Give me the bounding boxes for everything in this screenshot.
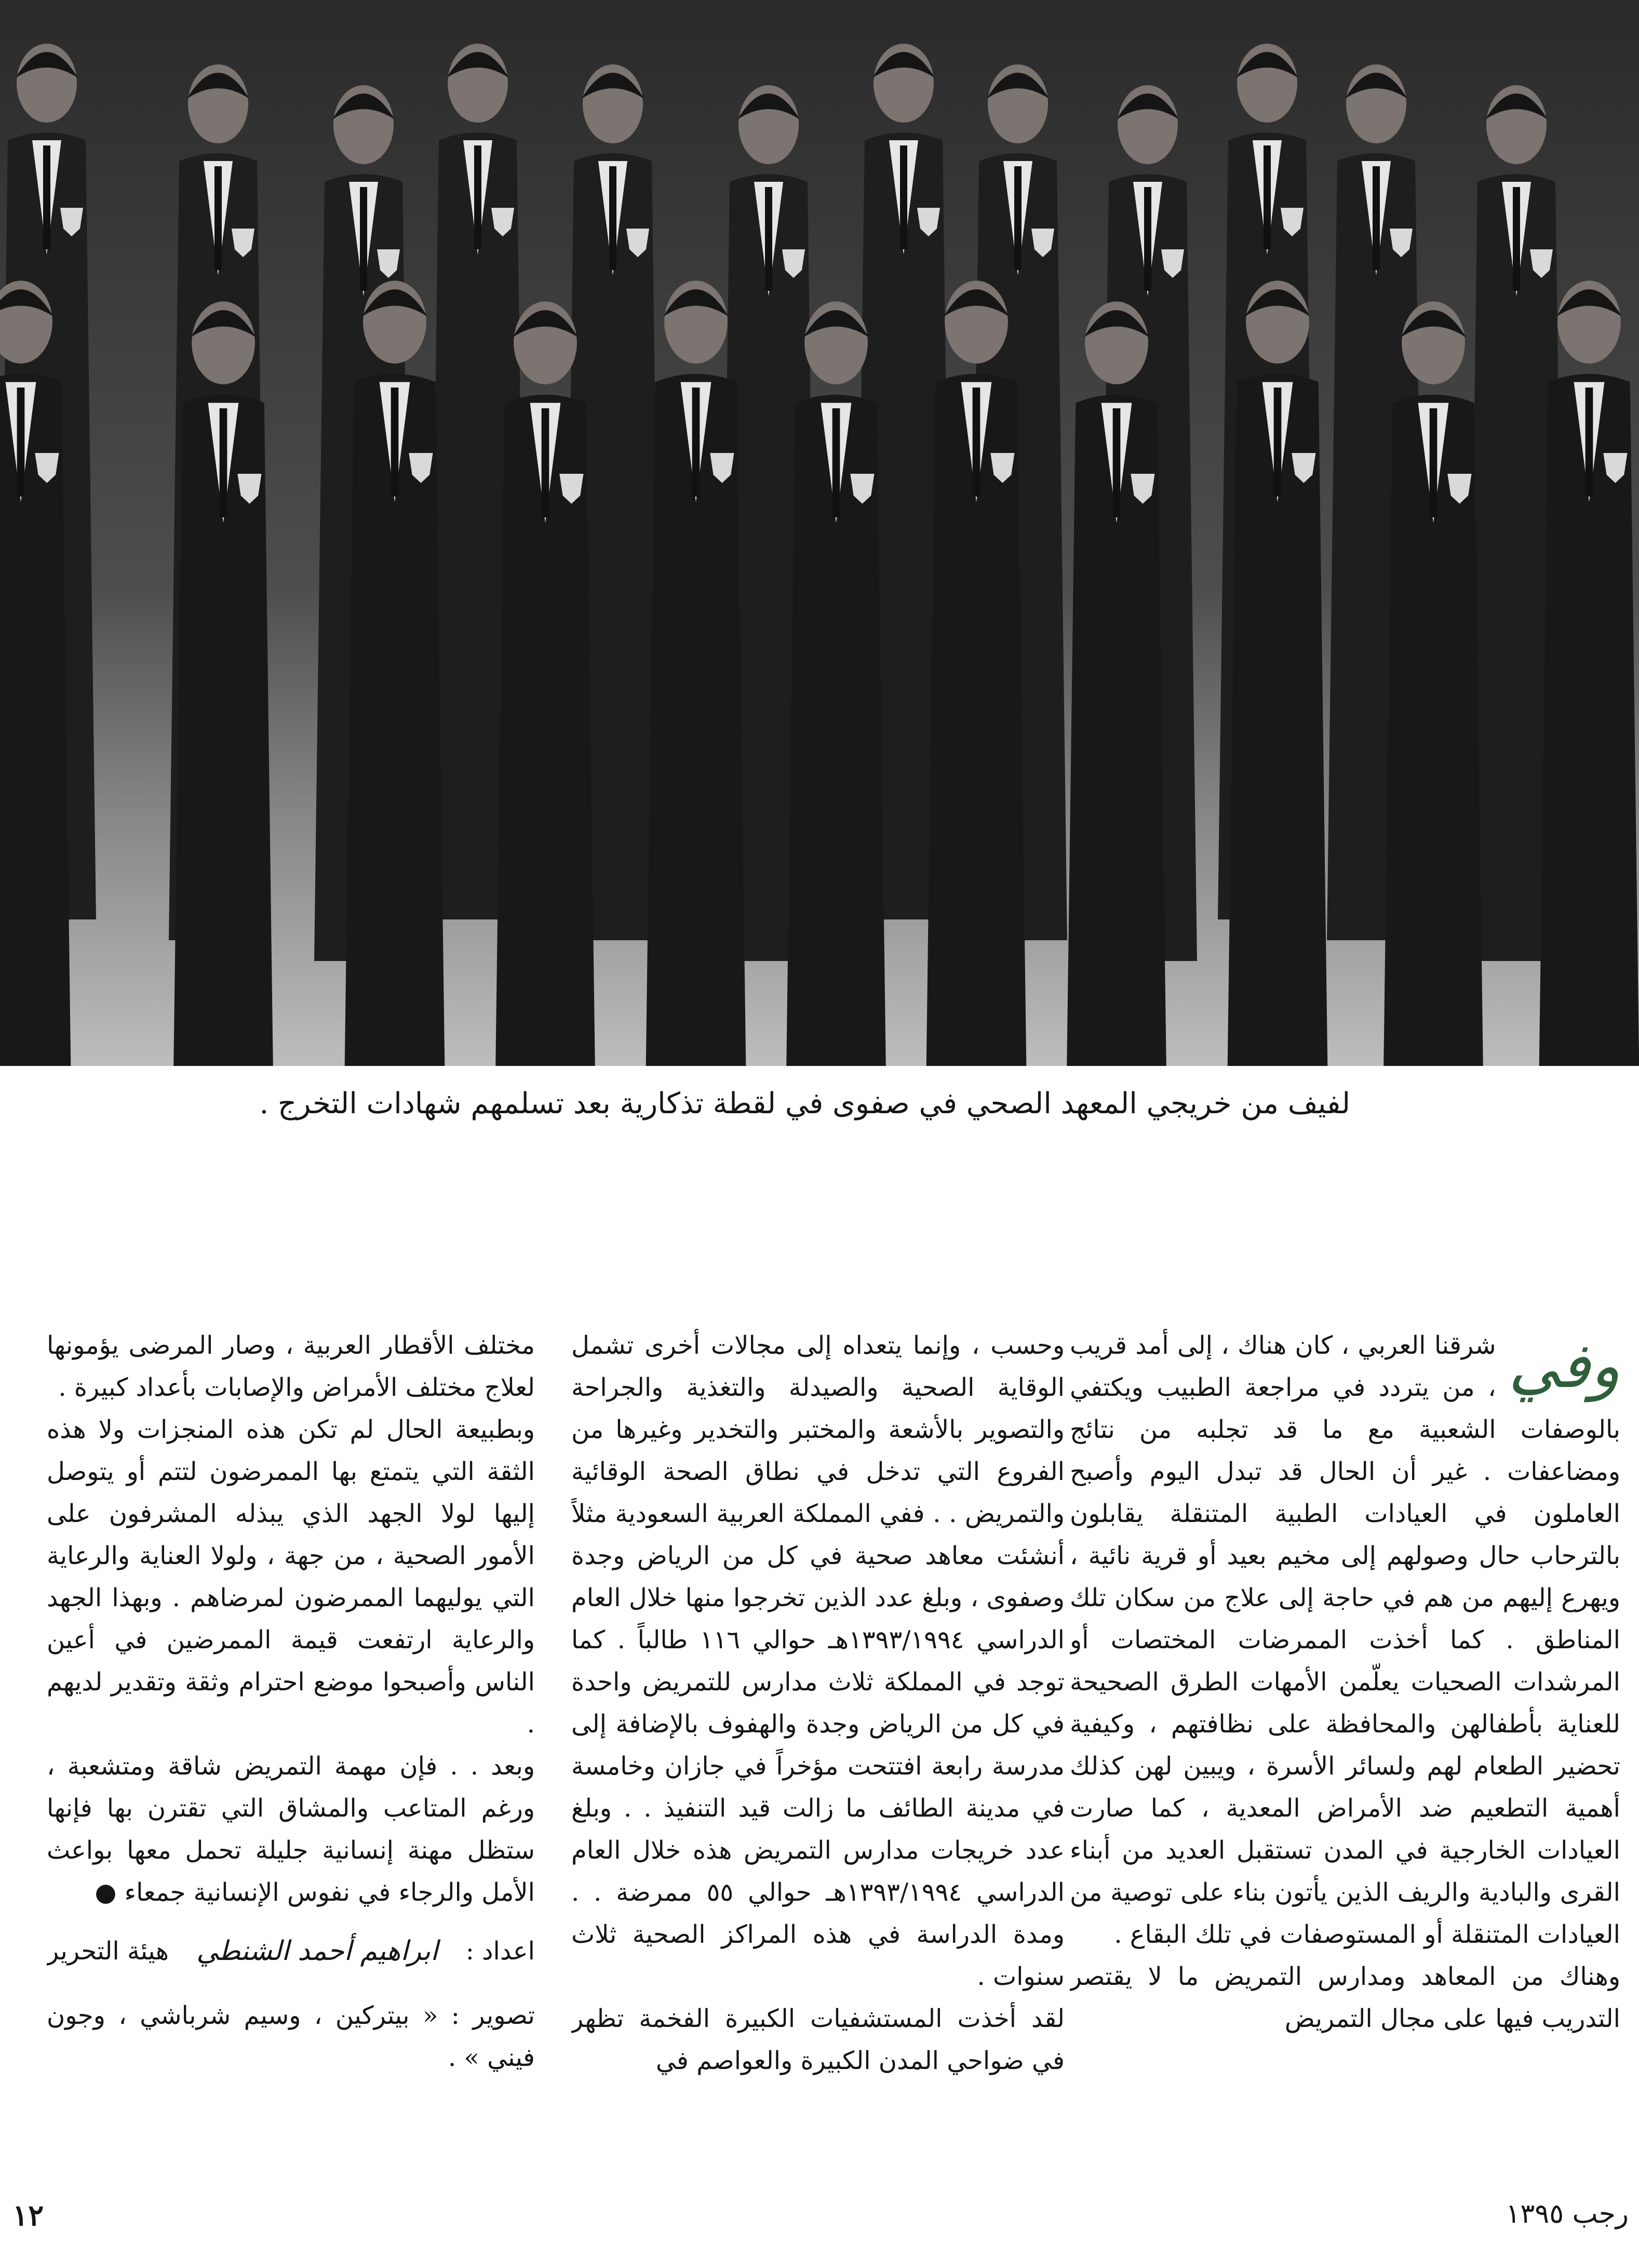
paragraph: شرقنا العربي ، كان هناك ، إلى أمد قريب ، من يتردد في مراجعة الطبيب ويكتفي بالوصفات الشعبية مع ما قد تجلبه من نتائج ومضاعفات . غير أن الحال قد تبدل اليوم وأصبح العاملون في العيادات الطبية المتنقلة يقابلون بالترحاب حال وصولهم إلى مخيم بعيد أو قرية نائية ، ويهرع إليهم من هم في حاجة إلى علاج من سكان تلك المناطق . كما أخذت الممرضات المختصات أو المرشدات الصحيات يعلّمن الأمهات الطرق الصحيحة للعناية بأطفالهن والمحافظة على نظافتهم ، وكيفية تحضير الطعام لهم ولسائر الأسرة ، ويبين لهن كذلك أهمية التطعيم ضد الأمراض المعدية ، كما صارت العيادات الخارجية في المدن تستقبل العديد من أبناء القرى والبادية والريف الذين يأتون بناء على توصية من العيادات المتنقلة أو المستوصفات في تلك البقاع . xyxy=(1070,1331,1620,1949)
author-signature: ابراهيم أحمد الشنطي xyxy=(196,1935,438,1967)
credits xyxy=(47,1920,535,2079)
issue-date: رجب ١٣٩٥ xyxy=(1506,2198,1629,2230)
group-photo-illustration xyxy=(0,0,1639,1066)
graduate-figure xyxy=(343,281,447,1066)
author-credit xyxy=(47,1920,535,1982)
article-column-right xyxy=(1070,1325,1620,2166)
graduate-figure xyxy=(493,301,597,1066)
editorial-board: هيئة التحرير xyxy=(47,1936,169,1966)
article-column-middle xyxy=(571,1325,1065,2166)
drop-cap: وفي xyxy=(1508,1330,1620,1402)
graduate-figure xyxy=(784,301,888,1066)
article-column-left xyxy=(47,1325,535,2166)
graduate-figure xyxy=(924,281,1028,1066)
graduates-photo xyxy=(0,0,1639,1066)
graduate-figure xyxy=(171,301,275,1066)
paragraph: وحسب ، وإنما يتعداه إلى مجالات أخرى تشمل الوقاية الصحية والصيدلة والتغذية والجراحة والتصوير بالأشعة والمختبر والتخدير وغيرها من الفروع التي تدخل في نطاق الصحة الوقائية والتمريض . . ففي المملكة العربية السعودية مثلاً أنشئت معاهد صحية في كل من الرياض وجدة وصفوى ، وبلغ عدد الذين تخرجوا منها خلال العام الدراسي ١٣٩٣/١٩٩٤هـ حوالي ١١٦ طالباً . كما توجد في المملكة ثلاث مدارس للتمريض واحدة في كل من الرياض وجدة والهفوف بالإضافة إلى مدرسة رابعة افتتحت مؤخراً في جازان وخامسة في مدينة الطائف ما زالت قيد التنفيذ . . وبلغ عدد خريجات مدارس التمريض هذه خلال العام الدراسي ١٣٩٣/١٩٩٤هـ حوالي ٥٥ ممرضة . . ومدة الدراسة في هذه المراكز الصحية ثلاث سنوات . xyxy=(571,1331,1065,1991)
paragraph: وبطبيعة الحال لم تكن هذه المنجزات ولا هذه الثقة التي يتمتع بها الممرضون لتتم أو يتوصل إليها لولا الجهد الذي يبذله المشرفون على الأمور الصحية ، من جهة ، ولولا العناية والرعاية التي يوليهما الممرضون لمرضاهم . وبهذا الجهد والرعاية ارتفعت قيمة الممرضين في أعين الناس وأصبحوا موضع احترام وثقة وتقدير لديهم . xyxy=(47,1415,535,1739)
paragraph: وهناك من المعاهد ومدارس التمريض ما لا يقتصر التدريب فيها على مجال التمريض xyxy=(1070,1962,1620,2033)
graduate-figure xyxy=(1226,281,1329,1066)
page-number: ١٢ xyxy=(12,2198,44,2233)
photo-caption: لفيف من خريجي المعهد الصحي في صفوى في لقطة تذكارية بعد تسلمهم شهادات التخرج . xyxy=(259,1087,1350,1120)
prepared-label: اعداد : xyxy=(465,1936,535,1966)
graduate-figure xyxy=(1065,301,1168,1066)
graduate-figure xyxy=(644,281,748,1066)
graduate-figure xyxy=(1381,301,1485,1066)
paragraph: مختلف الأقطار العربية ، وصار المرضى يؤمونها لعلاج مختلف الأمراض والإصابات بأعداد كبيرة . xyxy=(47,1331,535,1402)
paragraph: لقد أخذت المستشفيات الكبيرة الفخمة تظهر في ضواحي المدن الكبيرة والعواصم في xyxy=(571,2004,1065,2075)
graduate-figure xyxy=(0,281,73,1066)
paragraph: وبعد . . فإن مهمة التمريض شاقة ومتشعبة ، ورغم المتاعب والمشاق التي تقترن بها فإنها ستظل مهنة إنسانية جليلة تحمل معها بواعث الأمل والرجاء في نفوس الإنسانية جمعاء ● xyxy=(47,1752,535,1907)
photo-credit: تصوير : « بيتركين ، وسيم شرباشي ، وجون فيني » . xyxy=(47,2001,535,2072)
graduate-figure xyxy=(1537,281,1639,1066)
